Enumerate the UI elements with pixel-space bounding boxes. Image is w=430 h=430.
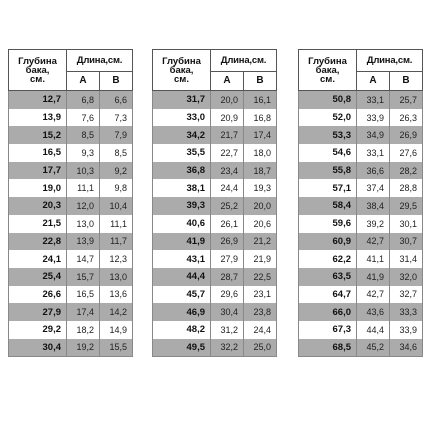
table-row — [299, 126, 423, 144]
table-row — [9, 215, 133, 233]
length-b-value: 34,6 — [390, 339, 423, 357]
depth-value: 40,6 — [153, 215, 211, 233]
table-row — [9, 109, 133, 127]
table-row — [153, 109, 277, 127]
depth-value: 13,9 — [9, 109, 67, 127]
table-row — [299, 109, 423, 127]
length-b-value: 14,9 — [100, 321, 133, 339]
length-b-value: 20,6 — [244, 215, 277, 233]
length-a-value: 43,6 — [357, 303, 390, 321]
length-b-value: 29,5 — [390, 197, 423, 215]
length-b-value: 23,1 — [244, 286, 277, 304]
length-a-value: 18,2 — [67, 321, 100, 339]
length-b-value: 13,6 — [100, 286, 133, 304]
depth-value: 36,8 — [153, 162, 211, 180]
length-a-value: 27,9 — [211, 250, 244, 268]
length-b-value: 16,1 — [244, 91, 277, 109]
length-b-value: 19,3 — [244, 179, 277, 197]
depth-value: 64,7 — [299, 286, 357, 304]
table-row — [153, 144, 277, 162]
depth-value: 55,8 — [299, 162, 357, 180]
depth-value: 62,2 — [299, 250, 357, 268]
length-column-header: Длина,см. — [211, 50, 277, 72]
length-a-value: 17,4 — [67, 303, 100, 321]
length-a-value: 8,5 — [67, 126, 100, 144]
length-a-value: 41,9 — [357, 268, 390, 286]
length-b-value: 28,2 — [390, 162, 423, 180]
depth-value: 35,5 — [153, 144, 211, 162]
table-row — [153, 197, 277, 215]
depth-table-3 — [298, 49, 423, 357]
table-row — [9, 233, 133, 251]
length-a-value: 23,4 — [211, 162, 244, 180]
length-a-value: 42,7 — [357, 233, 390, 251]
depth-table-2 — [152, 49, 277, 357]
length-a-value: 24,4 — [211, 179, 244, 197]
depth-column-header: Глубина бака, см. — [299, 50, 357, 91]
length-a-value: 20,9 — [211, 109, 244, 127]
length-a-value: 7,6 — [67, 109, 100, 127]
table-row — [153, 126, 277, 144]
table-row — [299, 179, 423, 197]
length-b-value: 13,0 — [100, 268, 133, 286]
length-b-value: 32,0 — [390, 268, 423, 286]
table-row — [9, 268, 133, 286]
length-a-value: 26,9 — [211, 233, 244, 251]
depth-value: 39,3 — [153, 197, 211, 215]
length-a-value: 15,7 — [67, 268, 100, 286]
depth-value: 43,1 — [153, 250, 211, 268]
table-row — [299, 144, 423, 162]
length-a-value: 33,1 — [357, 91, 390, 109]
depth-value: 54,6 — [299, 144, 357, 162]
table-row — [299, 162, 423, 180]
length-a-value: 29,6 — [211, 286, 244, 304]
length-column-header: Длина,см. — [67, 50, 133, 72]
depth-value: 21,5 — [9, 215, 67, 233]
table-row — [153, 303, 277, 321]
length-b-value: 14,2 — [100, 303, 133, 321]
length-a-value: 22,7 — [211, 144, 244, 162]
depth-value: 44,4 — [153, 268, 211, 286]
depth-value: 19,0 — [9, 179, 67, 197]
length-b-value: 11,1 — [100, 215, 133, 233]
length-b-value: 17,4 — [244, 126, 277, 144]
column-b-header: B — [244, 71, 277, 90]
length-a-value: 39,2 — [357, 215, 390, 233]
depth-value: 31,7 — [153, 91, 211, 109]
length-a-value: 42,7 — [357, 286, 390, 304]
length-a-value: 28,7 — [211, 268, 244, 286]
table-row — [153, 91, 277, 109]
depth-value: 45,7 — [153, 286, 211, 304]
table-row — [9, 286, 133, 304]
depth-value: 50,8 — [299, 91, 357, 109]
table-row — [9, 162, 133, 180]
length-b-value: 31,4 — [390, 250, 423, 268]
table-row — [153, 233, 277, 251]
depth-value: 60,9 — [299, 233, 357, 251]
table-row — [299, 303, 423, 321]
table-row — [299, 197, 423, 215]
depth-value: 27,9 — [9, 303, 67, 321]
table-row — [9, 91, 133, 109]
depth-value: 68,5 — [299, 339, 357, 357]
depth-column-header: Глубина бака, см. — [153, 50, 211, 91]
length-a-value: 21,7 — [211, 126, 244, 144]
length-b-value: 16,8 — [244, 109, 277, 127]
table-row — [299, 91, 423, 109]
table-row — [9, 339, 133, 357]
length-b-value: 27,6 — [390, 144, 423, 162]
depth-value: 48,2 — [153, 321, 211, 339]
depth-value: 46,9 — [153, 303, 211, 321]
length-column-header: Длина,см. — [357, 50, 423, 72]
length-a-value: 19,2 — [67, 339, 100, 357]
table-row — [299, 339, 423, 357]
table-row — [153, 250, 277, 268]
length-a-value: 38,4 — [357, 197, 390, 215]
length-b-value: 21,9 — [244, 250, 277, 268]
length-b-value: 28,8 — [390, 179, 423, 197]
table-row — [9, 144, 133, 162]
length-b-value: 7,3 — [100, 109, 133, 127]
length-b-value: 9,8 — [100, 179, 133, 197]
length-a-value: 16,5 — [67, 286, 100, 304]
length-a-value: 45,2 — [357, 339, 390, 357]
length-b-value: 32,7 — [390, 286, 423, 304]
depth-value: 57,1 — [299, 179, 357, 197]
length-b-value: 11,7 — [100, 233, 133, 251]
length-b-value: 18,0 — [244, 144, 277, 162]
depth-value: 49,5 — [153, 339, 211, 357]
length-a-value: 13,0 — [67, 215, 100, 233]
depth-value: 52,0 — [299, 109, 357, 127]
depth-value: 34,2 — [153, 126, 211, 144]
length-a-value: 44,4 — [357, 321, 390, 339]
depth-value: 53,3 — [299, 126, 357, 144]
table-row — [153, 339, 277, 357]
length-a-value: 20,0 — [211, 91, 244, 109]
length-b-value: 23,8 — [244, 303, 277, 321]
column-b-header: B — [390, 71, 423, 90]
depth-value: 17,7 — [9, 162, 67, 180]
depth-value: 38,1 — [153, 179, 211, 197]
length-b-value: 33,9 — [390, 321, 423, 339]
length-b-value: 25,7 — [390, 91, 423, 109]
table-row — [299, 321, 423, 339]
length-b-value: 33,3 — [390, 303, 423, 321]
length-a-value: 30,4 — [211, 303, 244, 321]
table-row — [153, 268, 277, 286]
length-b-value: 6,6 — [100, 91, 133, 109]
table-row — [153, 215, 277, 233]
depth-table-1 — [8, 49, 133, 357]
length-b-value: 24,4 — [244, 321, 277, 339]
depth-value: 58,4 — [299, 197, 357, 215]
table-row — [299, 233, 423, 251]
length-b-value: 12,3 — [100, 250, 133, 268]
length-b-value: 22,5 — [244, 268, 277, 286]
length-a-value: 10,3 — [67, 162, 100, 180]
length-a-value: 33,1 — [357, 144, 390, 162]
depth-value: 30,4 — [9, 339, 67, 357]
table-row — [299, 250, 423, 268]
depth-value: 63,5 — [299, 268, 357, 286]
depth-value: 29,2 — [9, 321, 67, 339]
depth-value: 15,2 — [9, 126, 67, 144]
length-b-value: 26,3 — [390, 109, 423, 127]
length-a-value: 37,4 — [357, 179, 390, 197]
length-a-value: 31,2 — [211, 321, 244, 339]
table-row — [299, 215, 423, 233]
length-a-value: 41,1 — [357, 250, 390, 268]
length-a-value: 6,8 — [67, 91, 100, 109]
table-row — [9, 126, 133, 144]
length-b-value: 20,0 — [244, 197, 277, 215]
length-a-value: 34,9 — [357, 126, 390, 144]
table-row — [9, 197, 133, 215]
column-a-header: A — [357, 71, 390, 90]
depth-column-header: Глубина бака, см. — [9, 50, 67, 91]
depth-value: 24,1 — [9, 250, 67, 268]
length-a-value: 32,2 — [211, 339, 244, 357]
depth-value: 22,8 — [9, 233, 67, 251]
depth-value: 66,0 — [299, 303, 357, 321]
length-b-value: 25,0 — [244, 339, 277, 357]
depth-value: 16,5 — [9, 144, 67, 162]
table-row — [153, 286, 277, 304]
length-b-value: 18,7 — [244, 162, 277, 180]
table-row — [9, 250, 133, 268]
column-a-header: A — [211, 71, 244, 90]
depth-value: 26,6 — [9, 286, 67, 304]
length-b-value: 10,4 — [100, 197, 133, 215]
table-row — [299, 268, 423, 286]
table-row — [153, 321, 277, 339]
length-a-value: 14,7 — [67, 250, 100, 268]
depth-value: 33,0 — [153, 109, 211, 127]
depth-value: 20,3 — [9, 197, 67, 215]
table-row — [9, 321, 133, 339]
table-row — [299, 286, 423, 304]
length-b-value: 15,5 — [100, 339, 133, 357]
length-a-value: 36,6 — [357, 162, 390, 180]
length-b-value: 7,9 — [100, 126, 133, 144]
length-b-value: 30,7 — [390, 233, 423, 251]
depth-value: 12,7 — [9, 91, 67, 109]
length-b-value: 8,5 — [100, 144, 133, 162]
length-a-value: 25,2 — [211, 197, 244, 215]
depth-value: 25,4 — [9, 268, 67, 286]
depth-value: 41,9 — [153, 233, 211, 251]
column-b-header: B — [100, 71, 133, 90]
length-a-value: 26,1 — [211, 215, 244, 233]
length-a-value: 33,9 — [357, 109, 390, 127]
column-a-header: A — [67, 71, 100, 90]
length-b-value: 26,9 — [390, 126, 423, 144]
length-b-value: 30,1 — [390, 215, 423, 233]
table-row — [9, 179, 133, 197]
depth-value: 59,6 — [299, 215, 357, 233]
length-a-value: 9,3 — [67, 144, 100, 162]
length-b-value: 9,2 — [100, 162, 133, 180]
table-row — [9, 303, 133, 321]
length-b-value: 21,2 — [244, 233, 277, 251]
depth-value: 67,3 — [299, 321, 357, 339]
length-a-value: 12,0 — [67, 197, 100, 215]
length-a-value: 11,1 — [67, 179, 100, 197]
length-a-value: 13,9 — [67, 233, 100, 251]
table-row — [153, 162, 277, 180]
table-row — [153, 179, 277, 197]
